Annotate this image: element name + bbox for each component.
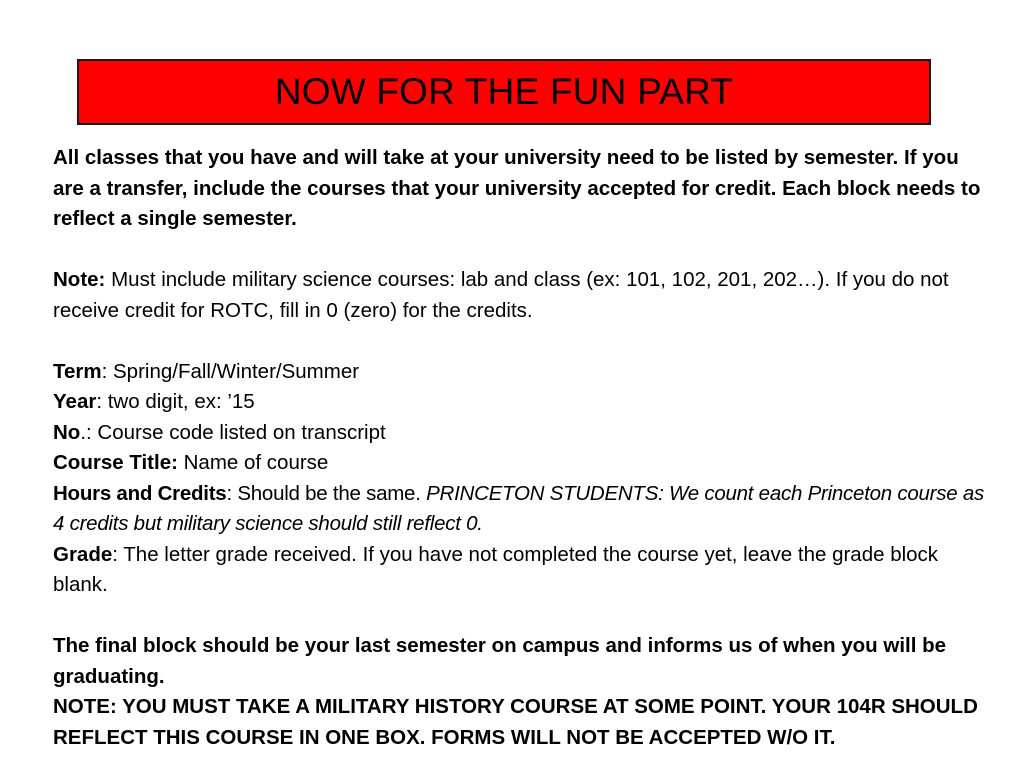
field-hours-label: Hours and Credits	[53, 481, 227, 505]
field-grade-label: Grade	[53, 542, 113, 566]
field-term-text: : Spring/Fall/Winter/Summer	[101, 359, 360, 383]
field-year	[53, 387, 988, 418]
final-block-paragraph: The final block should be your last semester on campus and informs us of when you will be graduating.	[53, 634, 947, 688]
field-year-text: : two digit, ex: ’15	[96, 390, 255, 413]
field-grade	[53, 540, 988, 601]
field-course-title	[53, 448, 988, 479]
title-banner	[77, 59, 931, 125]
field-course-title-text: Name of course	[177, 451, 329, 474]
spacer	[53, 235, 988, 266]
field-hours-text: : Should be the same.	[226, 481, 427, 505]
field-no-label: No	[53, 420, 81, 444]
field-year-label: Year	[53, 390, 97, 413]
field-no-text: .: Course code listed on transcript	[80, 420, 386, 444]
slide-body	[53, 143, 988, 753]
spacer	[53, 326, 988, 357]
field-course-title-label: Course Title:	[53, 451, 178, 474]
field-hours	[53, 479, 988, 540]
note-text: Must include military science courses: lab and class (ex: 101, 102, 201, 202…). If you do not receive credit for ROTC, fill in 0 (zero) for the credits.	[53, 268, 949, 322]
field-no	[53, 418, 988, 449]
field-grade-text: : The letter grade received. If you have not completed the course yet, leave the grade block blank.	[53, 542, 939, 596]
intro-paragraph: All classes that you have and will take at your university need to be listed by semester. If you are a transfer, include the courses that your university accepted for credit. Each block needs to reflect a single semester.	[53, 146, 981, 230]
field-hours-italic-note: PRINCETON STUDENTS: We count each Princeton course as 4 credits but military science should still reflect 0.	[53, 481, 985, 535]
history-note-paragraph: NOTE: YOU MUST TAKE A MILITARY HISTORY COURSE AT SOME POINT. YOUR 104R SHOULD REFLECT THIS COURSE IN ONE BOX. FORMS WILL NOT BE ACCEPTED W/O IT.	[53, 695, 978, 749]
page-title: NOW FOR THE FUN PART	[274, 71, 734, 112]
note-label: Note:	[53, 268, 106, 291]
note-paragraph	[53, 265, 988, 326]
field-term	[53, 357, 988, 388]
spacer	[53, 601, 988, 632]
field-term-label: Term	[53, 359, 102, 383]
